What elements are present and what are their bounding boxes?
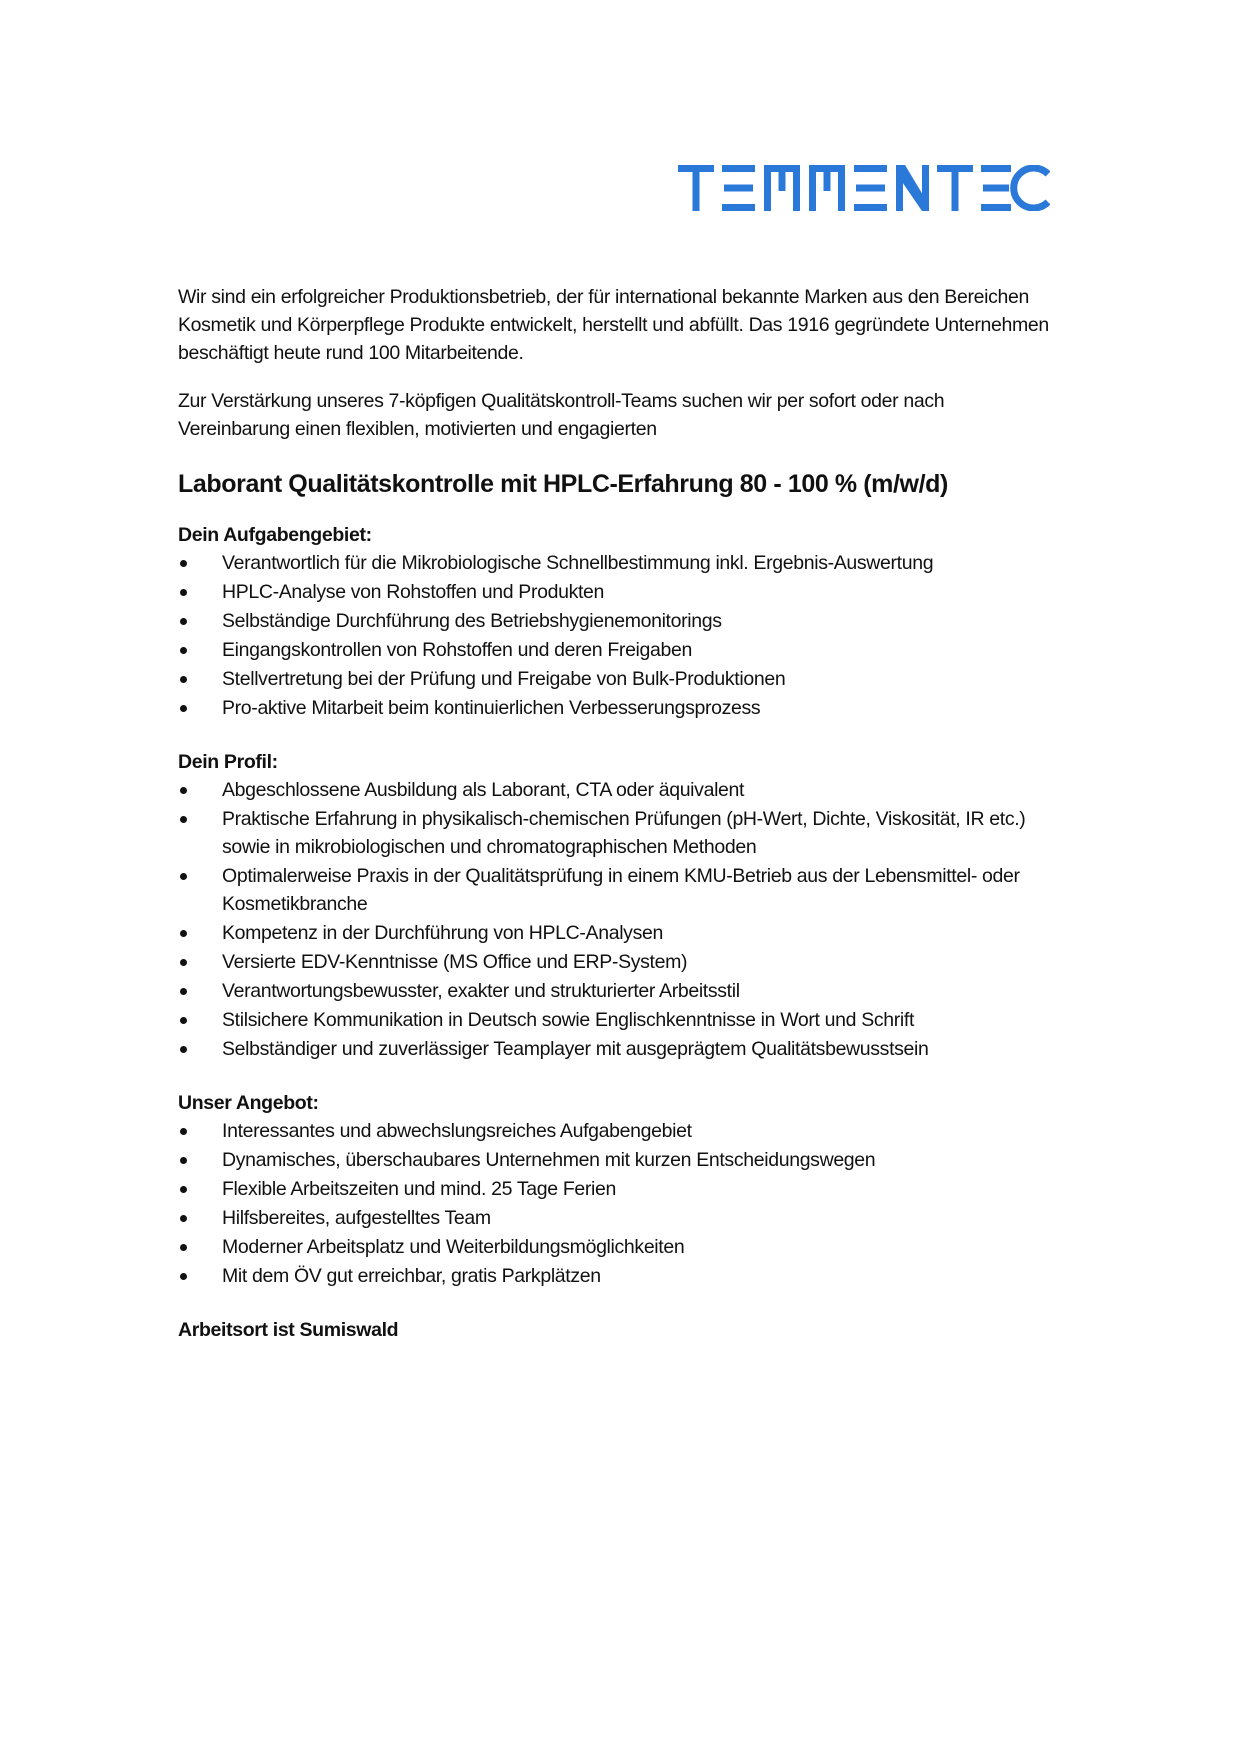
bullet-icon — [180, 1186, 187, 1193]
task-list — [178, 549, 1058, 722]
list-item: Eingangskontrollen von Rohstoffen und deren Freigaben — [178, 636, 1058, 664]
intro-paragraph-search: Zur Verstärkung unseres 7-köpfigen Qualitätskontroll-Teams suchen wir per sofort oder nach Vereinbarung einen flexiblen, motivierten und engagierten — [178, 390, 945, 440]
list-item: HPLC-Analyse von Rohstoffen und Produkten — [178, 578, 1058, 606]
bullet-icon — [180, 1017, 187, 1024]
work-location: Arbeitsort ist Sumiswald — [178, 1319, 399, 1341]
job-posting — [178, 283, 1058, 1364]
section-profile — [178, 748, 1058, 1063]
section-heading: Dein Profil: — [178, 751, 278, 773]
list-item: Hilfsbereites, aufgestelltes Team — [178, 1204, 1058, 1232]
list-item: Selbständige Durchführung des Betriebshygienemonitorings — [178, 607, 1058, 635]
bullet-icon — [180, 787, 187, 794]
list-item: Verantwortungsbewusster, exakter und strukturierter Arbeitsstil — [178, 977, 1058, 1005]
list-item: Kompetenz in der Durchführung von HPLC-Analysen — [178, 919, 1058, 947]
list-item: Selbständiger und zuverlässiger Teamplayer mit ausgeprägtem Qualitätsbewusstsein — [178, 1035, 1058, 1063]
bullet-icon — [180, 705, 187, 712]
list-item: Mit dem ÖV gut erreichbar, gratis Parkplätzen — [178, 1262, 1058, 1290]
list-item: Moderner Arbeitsplatz und Weiterbildungsmöglichkeiten — [178, 1233, 1058, 1261]
list-item: Optimalerweise Praxis in der Qualitätsprüfung in einem KMU-Betrieb aus der Lebensmittel- oder Kosmetikbranche — [178, 862, 1058, 918]
bullet-icon — [180, 816, 187, 823]
bullet-icon — [180, 560, 187, 567]
bullet-icon — [180, 647, 187, 654]
bullet-icon — [180, 1273, 187, 1280]
bullet-icon — [180, 1215, 187, 1222]
list-item: Pro-aktive Mitarbeit beim kontinuierlichen Verbesserungsprozess — [178, 694, 1058, 722]
list-item: Verantwortlich für die Mikrobiologische Schnellbestimmung inkl. Ergebnis-Auswertung — [178, 549, 1058, 577]
bullet-icon — [180, 1157, 187, 1164]
profile-list — [178, 776, 1058, 1063]
section-heading: Dein Aufgabengebiet: — [178, 524, 372, 546]
bullet-icon — [180, 930, 187, 937]
list-item: Flexible Arbeitszeiten und mind. 25 Tage Ferien — [178, 1175, 1058, 1203]
intro-paragraph-company: Wir sind ein erfolgreicher Produktionsbetrieb, der für international bekannte Marken aus den Bereichen Kosmetik und Körperpflege Produkte entwickelt, herstellt und abfüllt. Das 1916 gegründete Unternehmen beschäftigt heute rund 100 Mitarbeitende. — [178, 286, 1049, 364]
bullet-icon — [180, 618, 187, 625]
bullet-icon — [180, 959, 187, 966]
list-item: Stellvertretung bei der Prüfung und Freigabe von Bulk-Produktionen — [178, 665, 1058, 693]
bullet-icon — [180, 589, 187, 596]
bullet-icon — [180, 988, 187, 995]
bullet-icon — [180, 1244, 187, 1251]
company-logo — [678, 165, 1050, 211]
section-heading: Unser Angebot: — [178, 1092, 319, 1114]
job-title: Laborant Qualitätskontrolle mit HPLC-Erfahrung 80 - 100 % (m/w/d) — [178, 470, 948, 498]
bullet-icon — [180, 1128, 187, 1135]
list-item: Abgeschlossene Ausbildung als Laborant, CTA oder äquivalent — [178, 776, 1058, 804]
section-tasks — [178, 521, 1058, 722]
bullet-icon — [180, 1046, 187, 1053]
list-item: Dynamisches, überschaubares Unternehmen mit kurzen Entscheidungswegen — [178, 1146, 1058, 1174]
list-item: Interessantes und abwechslungsreiches Aufgabengebiet — [178, 1117, 1058, 1145]
offer-list — [178, 1117, 1058, 1290]
list-item: Praktische Erfahrung in physikalisch-chemischen Prüfungen (pH-Wert, Dichte, Viskosität, IR etc.) sowie in mikrobiologischen und chromatographischen Methoden — [178, 805, 1058, 861]
section-offer — [178, 1089, 1058, 1290]
list-item: Stilsichere Kommunikation in Deutsch sowie Englischkenntnisse in Wort und Schrift — [178, 1006, 1058, 1034]
bullet-icon — [180, 873, 187, 880]
bullet-icon — [180, 676, 187, 683]
list-item: Versierte EDV-Kenntnisse (MS Office und ERP-System) — [178, 948, 1058, 976]
